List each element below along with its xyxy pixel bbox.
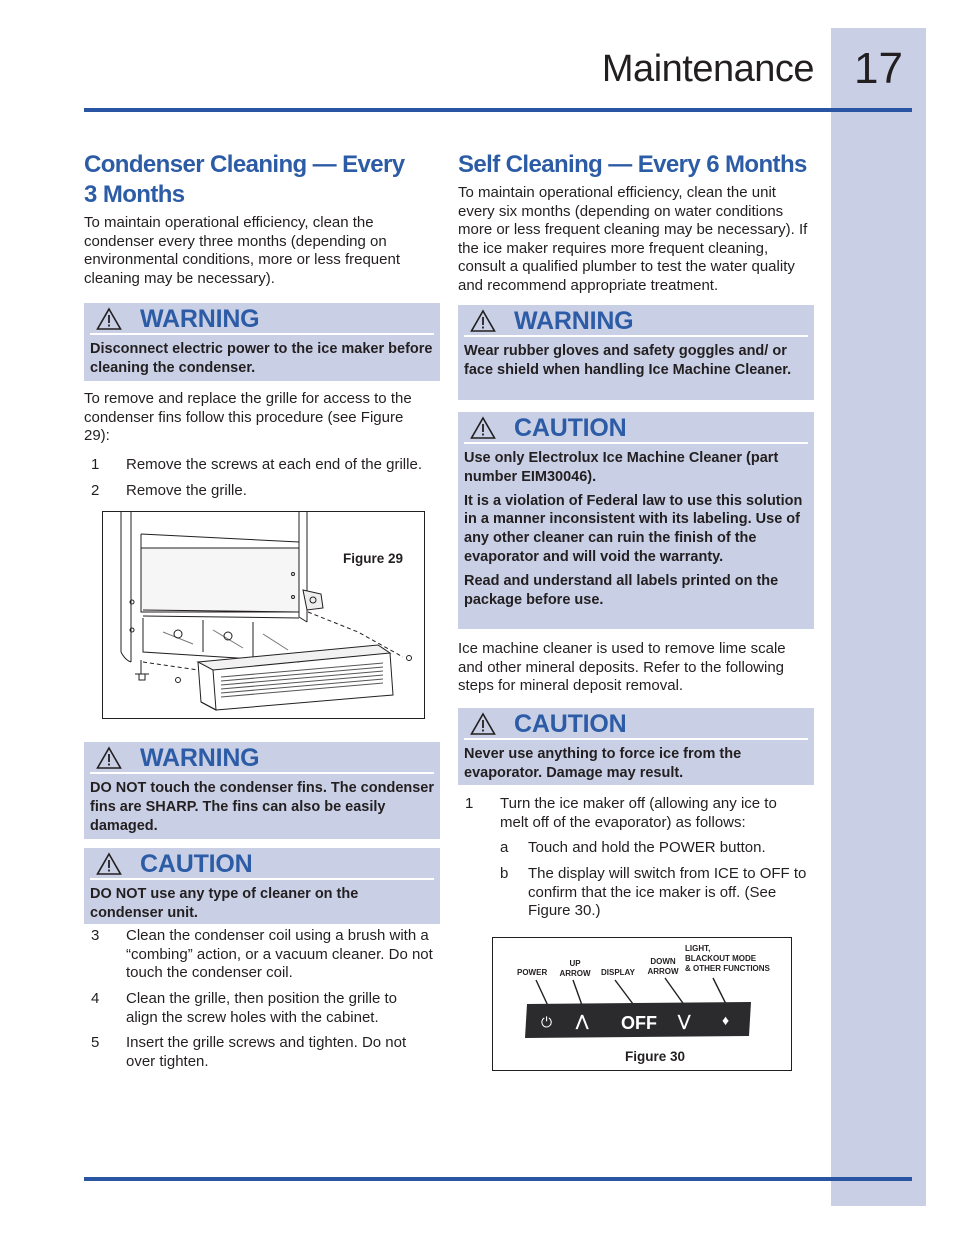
caution-header — [464, 710, 808, 740]
figure-29-caption: Figure 29 — [343, 551, 404, 566]
caution-box-cleaner-type — [458, 412, 814, 629]
figure-30 — [492, 937, 792, 1071]
footer-rule — [84, 1177, 912, 1181]
step-text: Remove the screws at each end of the grille. — [126, 456, 422, 473]
display-label: DISPLAY — [601, 968, 635, 977]
grille-illustration — [103, 512, 424, 718]
light-label-line3: & OTHER FUNCTIONS — [685, 964, 770, 973]
warning-text: Disconnect electric power to the ice maker before cleaning the condenser. — [90, 341, 433, 376]
step-text: Clean the grille, then position the grille to align the screw holes with the cabinet. — [126, 990, 397, 1026]
warning-box-fins — [84, 742, 440, 839]
step-number: 4 — [91, 990, 100, 1007]
warning-header — [464, 307, 808, 337]
substep-text: Touch and hold the POWER button. — [528, 839, 766, 856]
condenser-heading-line1: Condenser Cleaning — Every — [84, 151, 405, 178]
up-arrow-icon: ⋀ — [576, 1013, 589, 1030]
down-arrow-label-line2: ARROW — [647, 967, 679, 976]
step-number: 5 — [91, 1034, 100, 1051]
caution-triangle-icon — [470, 416, 496, 440]
warning-triangle-icon — [96, 746, 122, 770]
warning-label: WARNING — [140, 304, 260, 333]
caution-box-force — [458, 708, 814, 785]
caution-box-cleaner — [84, 848, 440, 924]
condenser-heading-line2: 3 Months — [84, 181, 185, 208]
caution-label: CAUTION — [140, 849, 253, 878]
down-arrow-icon: ⋁ — [678, 1013, 691, 1030]
warning-box-gloves — [458, 305, 814, 400]
warning-triangle-icon — [470, 309, 496, 333]
caution-header — [90, 850, 434, 880]
power-label: POWER — [517, 968, 548, 977]
power-icon: ⏻ — [541, 1014, 553, 1030]
warning-label: WARNING — [514, 306, 634, 335]
page-title: Maintenance — [601, 48, 814, 90]
panel-display: OFF — [621, 1013, 657, 1033]
substep-text: The display will switch from ICE to OFF to confirm that the ice maker is off. (See Figure 30.) — [528, 865, 807, 920]
condenser-intro: To maintain operational efficiency, clean the condenser every three months (depending on environmental conditions, more or less frequent cleaning may be necessary). — [84, 214, 400, 287]
substep-letter: a — [500, 839, 509, 856]
caution-text: DO NOT use any type of cleaner on the condenser unit. — [90, 886, 359, 921]
step-number: 3 — [91, 927, 100, 944]
warning-header — [90, 744, 434, 774]
step-text: Clean the condenser coil using a brush with a “combing” action, or a vacuum cleaner. Do not touch the condenser coil. — [126, 927, 433, 982]
warning-text: DO NOT touch the condenser fins. The condenser fins are SHARP. The fins can also be easily damaged. — [90, 780, 435, 834]
up-arrow-label-line1: UP — [569, 959, 581, 968]
light-label-line2: BLACKOUT MODE — [685, 954, 757, 963]
condenser-heading — [84, 150, 444, 210]
side-tab — [831, 28, 926, 1206]
light-bulb-icon: ♦ — [722, 1012, 730, 1028]
warning-label: WARNING — [140, 743, 260, 772]
procedure-intro: To remove and replace the grille for access to the condenser fins follow this procedure (see Figure 29): — [84, 390, 412, 445]
warning-box-power — [84, 303, 440, 381]
figure-30-caption: Figure 30 — [625, 1049, 686, 1064]
step-text: Turn the ice maker off (allowing any ice to melt off of the evaporator) as follows: — [500, 795, 777, 831]
step-number: 1 — [91, 456, 100, 473]
step-text: Insert the grille screws and tighten. Do not over tighten. — [126, 1034, 407, 1070]
step-number: 2 — [91, 482, 100, 499]
self-cleaning-heading: Self Cleaning — Every 6 Months — [458, 151, 807, 178]
self-cleaning-intro: To maintain operational efficiency, clean the unit every six months (depending on water conditions more or less frequent cleaning may be necessary). If the ice maker requires more frequent cleaning, consult a qualified plumber to test the water quality and recommend appropriate treatment. — [458, 184, 808, 294]
step-number: 1 — [465, 795, 474, 812]
warning-header — [90, 305, 434, 335]
step-text: Remove the grille. — [126, 482, 247, 499]
cleaner-paragraph: Ice machine cleaner is used to remove lime scale and other mineral deposits. Refer to the following steps for mineral deposit removal. — [458, 640, 786, 695]
caution-triangle-icon — [96, 852, 122, 876]
light-label-line1: LIGHT, — [685, 944, 711, 953]
warning-text: Wear rubber gloves and safety goggles and/ or face shield when handling Ice Machine Cleaner. — [464, 343, 792, 378]
caution-text: Never use anything to force ice from the evaporator. Damage may result. — [464, 746, 742, 781]
page-number: 17 — [854, 44, 903, 93]
down-arrow-label-line1: DOWN — [650, 957, 676, 966]
caution-label: CAUTION — [514, 709, 627, 738]
caution-label: CAUTION — [514, 413, 627, 442]
caution-triangle-icon — [470, 712, 496, 736]
caution-text: It is a violation of Federal law to use this solution in a manner inconsistent with its labeling. Use of any other cleaner can ruin the finish of the evaporator and will void the warranty. — [464, 492, 803, 565]
substep-letter: b — [500, 865, 509, 882]
figure-29 — [102, 511, 425, 719]
warning-triangle-icon — [96, 307, 122, 331]
up-arrow-label-line2: ARROW — [559, 969, 591, 978]
caution-header — [464, 414, 808, 444]
header-rule — [84, 108, 912, 112]
caution-text: Use only Electrolux Ice Machine Cleaner (part number EIM30046). — [464, 450, 779, 485]
caution-text: Read and understand all labels printed on the package before use. — [464, 572, 779, 608]
